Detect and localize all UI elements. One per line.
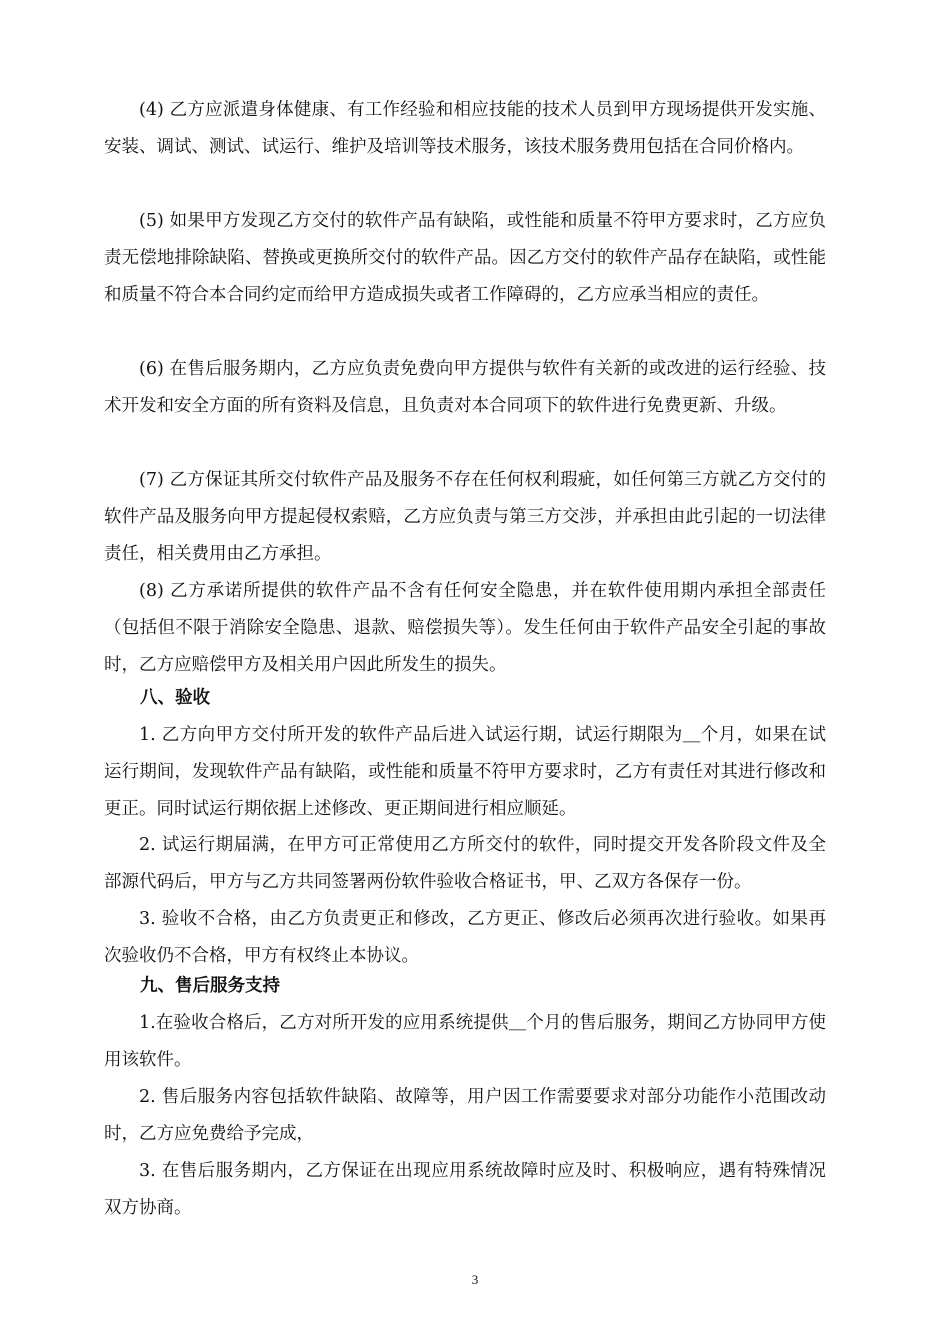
clause-8-2: 2. 试运行期届满，在甲方可正常使用乙方所交付的软件，同时提交开发各阶段文件及全部源代码后，甲方与乙方共同签署两份软件验收合格证书，甲、乙双方各保存一份。 <box>104 835 826 892</box>
clause-8-3: 3. 验收不合格，由乙方负责更正和修改，乙方更正、修改后必须再次进行验收。如果再次验收仍不合格，甲方有权终止本协议。 <box>104 909 826 966</box>
page-number: 3 <box>471 1272 479 1287</box>
clause-8-1: 1. 乙方向甲方交付所开发的软件产品后进入试运行期，试运行期限为＿个月，如果在试运行期间，发现软件产品有缺陷，或性能和质量不符甲方要求时，乙方有责任对其进行修改和更正。同时试运行期依据上述修改、更正期间进行相应顺延。 <box>104 725 826 819</box>
clause-7-4: (4) 乙方应派遣身体健康、有工作经验和相应技能的技术人员到甲方现场提供开发实施、安装、调试、测试、试运行、维护及培训等技术服务，该技术服务费用包括在合同价格内。 <box>104 100 826 157</box>
clause-9-2: 2. 售后服务内容包括软件缺陷、故障等，用户因工作需要要求对部分功能作小范围改动时，乙方应免费给予完成， <box>104 1087 826 1144</box>
clause-7-8: (8) 乙方承诺所提供的软件产品不含有任何安全隐患，并在软件使用期内承担全部责任（包括但不限于消除安全隐患、退款、赔偿损失等）。发生任何由于软件产品安全引起的事故时，乙方应赔偿甲方及相关用户因此所发生的损失。 <box>104 581 826 675</box>
clause-7-6: (6) 在售后服务期内，乙方应负责免费向甲方提供与软件有关新的或改进的运行经验、技术开发和安全方面的所有资料及信息，且负责对本合同项下的软件进行免费更新、升级。 <box>104 359 826 416</box>
clause-7-5: (5) 如果甲方发现乙方交付的软件产品有缺陷，或性能和质量不符甲方要求时，乙方应负责无偿地排除缺陷、替换或更换所交付的软件产品。因乙方交付的软件产品存在缺陷，或性能和质量不符合本合同约定而给甲方造成损失或者工作障碍的，乙方应承当相应的责任。 <box>104 211 826 305</box>
section-8-heading: 八、验收 <box>140 688 210 708</box>
section-9-heading: 九、售后服务支持 <box>140 976 280 996</box>
clause-9-1: 1.在验收合格后，乙方对所开发的应用系统提供＿个月的售后服务，期间乙方协同甲方使用该软件。 <box>104 1013 826 1070</box>
clause-7-7: (7) 乙方保证其所交付软件产品及服务不存在任何权利瑕疵，如任何第三方就乙方交付的软件产品及服务向甲方提起侵权索赔，乙方应负责与第三方交涉，并承担由此引起的一切法律责任，相关费用由乙方承担。 <box>104 470 826 564</box>
clause-9-3: 3. 在售后服务期内，乙方保证在出现应用系统故障时应及时、积极响应，遇有特殊情况双方协商。 <box>104 1161 826 1218</box>
